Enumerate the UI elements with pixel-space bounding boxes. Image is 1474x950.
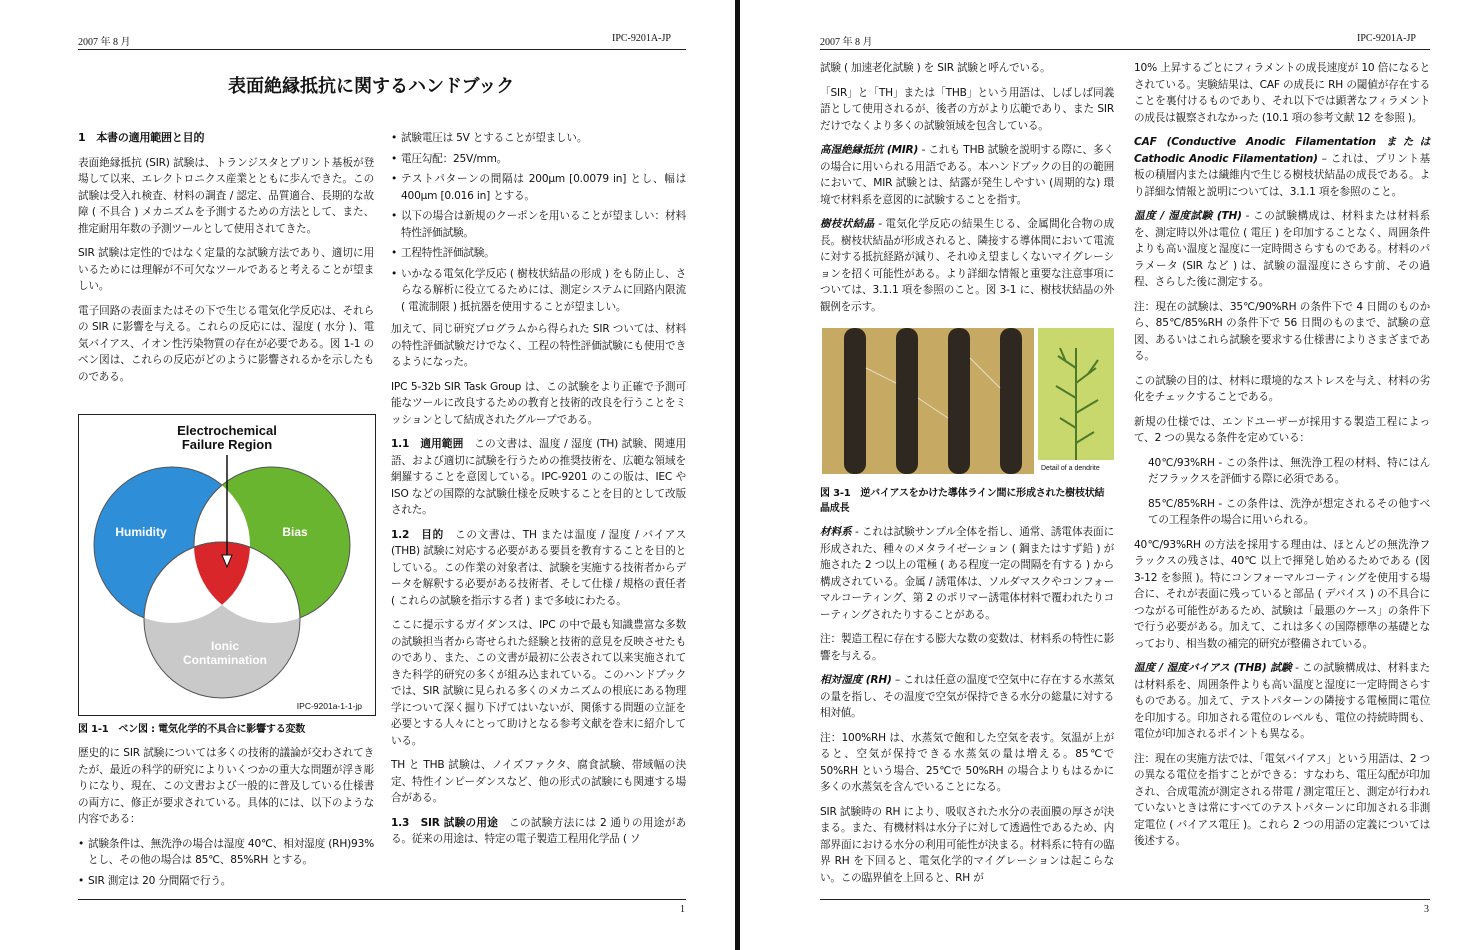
note: 注：100%RH は、水蒸気で飽和した空気を表す。気温が上がると、空気が保持できる水蒸気の量は増える。85℃で 50%RH という場合、25℃で 50%RH の場合よりもはるかに多くの水蒸気を含んでいることになる。	[820, 731, 1114, 793]
list-item: • 工程特性評価試験。	[391, 245, 686, 262]
photo-conductors	[822, 328, 1034, 474]
section-1-1	[391, 436, 686, 519]
header-date: 2007 年 8 月	[78, 37, 131, 48]
paragraph: 試験 ( 加速老化試験 ) を SIR 試験と呼んでいる。	[820, 62, 1051, 74]
list-item: • 試験条件は、無洗浄の場合は湿度 40℃、相対湿度 (RH)93% とし、その他の場合は 85℃、85%RH とする。	[78, 836, 374, 869]
paragraph: 電子回路の表面またはその下で生じる電気化学反応は、それらの SIR に影響を与える。これらの反応には、湿度 ( 水分 )、電気バイアス、イオン性汚染物質の存在が必要である。図 1-1 のベン図は、これらの反応がどのように影響されるかを示したものである。	[78, 304, 374, 383]
right-page	[740, 0, 1474, 950]
venn-diagram	[79, 415, 375, 715]
definition-body: – これは任意の温度で空気中に存在する水蒸気の量を指し、その温度で空気が保持できる水分の総量に対する相対値。	[820, 674, 1114, 719]
definition-body: - これは試験サンプル全体を指し、通常、誘電体表面に形成された、種々のメタライゼーション ( 鋼またはすず鉛 ) が施された 2 つ以上の電極 ( ある程度一定の間隔を有する ) から構成されている。金属 / 誘電体は、ソルダマスクやコンフォーマルコーティング、第 2 のポリマー誘電体材料で覆われたりコーティングされたりすることがある。	[820, 526, 1114, 621]
paragraph: IPC 5-32b SIR Task Group は、この試験をより正確で予測可能なツールに改良するための教育と技術的改良を行うことをミッションとして結成されたグループである。	[391, 380, 686, 426]
header-doc-code: IPC-9201A-JP	[612, 33, 671, 44]
subsection-body: この文書は、TH または温度 / 湿度 / バイアス (THB) 試験に対応する必要がある要員を教育することを目的としている。この作業の対象者は、試験を実施する技術者からデータを解釈する必要がある技術者、そして仕様 / 規格の責任者 ( これらの試験を指示する者 ) まで多岐にわたる。	[391, 528, 686, 607]
subsection-heading: 1.2 目的	[391, 528, 444, 541]
note: 注：現在の試験は、35℃/90%RH の条件下で 4 日間のものから、85℃/85%RH の条件下で 56 日間のものまで、試験の意図、あるいはこれら試験を要求する仕様書によりさまざまである。	[1134, 300, 1430, 362]
right-column-1-upper	[820, 60, 1114, 323]
condition-1: 40℃/93%RH - この条件は、無洗浄工程の材料、特にはんだフラックスを評価する際に必須である。	[1148, 456, 1430, 485]
dendrite-photo	[822, 328, 1034, 474]
paragraph: この試験の目的は、材料に環境的なストレスを与え、材料の劣化をチェックすることである。	[1134, 374, 1430, 403]
subsection-heading: 1.3 SIR 試験の用途	[391, 816, 499, 829]
page-number: 1	[680, 904, 685, 915]
definition-body: - これも THB 試験を説明する際に、多くの場合に用いられる用語である。本ハンドブックの目的の範囲において、MIR 試験とは、結露が発生しやすい (周期的な) 環境で材料系を意図的に試験することを指す。	[820, 144, 1114, 206]
subsection-heading: 1.1 適用範囲	[391, 438, 464, 450]
left-column-2	[391, 130, 686, 856]
header-date: 2007 年 8 月	[820, 37, 873, 48]
photo-label: Detail of a dendrite	[1041, 465, 1100, 472]
term: 高湿絶縁抵抗 (MIR)	[820, 144, 919, 156]
definition-thb	[1134, 660, 1430, 743]
ionic-label-1: Ionic	[210, 639, 240, 653]
section-1-3	[391, 815, 686, 848]
left-page	[0, 0, 735, 950]
right-column-1-lower	[820, 486, 1114, 894]
paragraph: 表面絶縁抵抗 (SIR) 試験は、トランジスタとプリント基板が登場して以来、エレクトロニクス産業とともに歩んできた。この試験は受入れ検査、材料の調査 / 認定、品質適合、長期的な故障 ( 不具合 ) メカニズムを予測するための方法として、また、推定耐用年数の予測ツールとして使用されてきた。	[78, 156, 374, 235]
definition-body: - この試験構成は、材料または材料系を、周囲条件よりも高い温度と湿度に一定時間さらすものである。加えて、テストパターンの隣接する電極間に電位を印加する。印加される電位のレベルも、電位の持続時間も、電位が印加されるポイントも異なる。	[1134, 662, 1431, 740]
header-rule	[78, 49, 686, 50]
definition-body: - この試験構成は、材料または材料系を、測定時以外は電位 ( 電圧 ) を印加することなく、周囲条件よりも高い温度と湿度に一定時間さらすものである。材料のパラメータ (SIR など ) は、試験の温湿度にさらす前、その過程、さらした後に測定する。	[1134, 210, 1430, 288]
paragraph: TH と THB 試験は、ノイズファクタ、腐食試験、帯域幅の決定、特性インピーダンスなど、他の形式の試験にも関連する場合がある。	[391, 759, 686, 804]
figure-caption: 図 1-1 ベン図 : 電気化学的不具合に影響する変数	[78, 724, 306, 735]
bullet-list	[391, 130, 686, 315]
note: 注：製造工程に存在する膨大な数の変数は、材料系の特性に影響を与える。	[820, 633, 1114, 662]
footer-rule	[78, 899, 686, 900]
paragraph: 10% 上昇するごとにフィラメントの成長速度が 10 倍になるとされている。実験結果は、CAF の成長に RH の閾値が存在することを裏付けるものであり、それ以下では顕著なフィラメントの成長は観察されなかった (10.1 項の参考文献 12 を参照 )。	[1134, 62, 1430, 124]
paragraph: 歴史的に SIR 試験については多くの技術的議論が交わされてきたが、最近の科学的研究によりいくつかの重大な問題が浮き彫りになり、現在、この文書および一般的に普及している仕様書の両方に、修正が要求されている。具体的には、以下のような内容である：	[78, 747, 374, 825]
paragraph: 加えて、同じ研究プログラムから得られた SIR ついては、材料の特性評価試験だけでなく、工程の特性評価試験にも使用できるようになった。	[391, 323, 686, 368]
left-column-1-lower	[78, 722, 374, 895]
definition-body: – これは、プリント基板の積層内または繊維内で生じる樹枝状結晶の成長である。より詳細な情報と説明については、3.1.1 項を参照のこと。	[1134, 152, 1430, 198]
paragraph: 新規の仕様では、エンドユーザーが採用する製造工程によって、2 つの異なる条件を定めている：	[1134, 415, 1430, 444]
subsection-body: この文書は、温度 / 湿度 (TH) 試験、関連用語、および適切に試験を行うための推奨技術を、広範な領域を網羅することを意図している。IPC-9201 のこの版は、IEC や ISO などの国際的な試験仕様を反映することを目的として改版された。	[391, 438, 686, 516]
page-title: 表面絶縁抵抗に関するハンドブック	[228, 76, 515, 97]
list-item: • 以下の場合は新規のクーポンを用いることが望ましい：材料特性評価試験。	[391, 208, 686, 241]
section-1-2	[391, 527, 686, 610]
term: CAF (Conductive Anodic Filamentation または Cathodic Anodic Filamentation)	[1134, 136, 1430, 165]
term: 温度 / 湿度バイアス (THB) 試験	[1134, 662, 1292, 674]
header-doc-code: IPC-9201A-JP	[1357, 33, 1416, 44]
list-item: • テストパターンの間隔は 200μm [0.0079 in] とし、幅は 400μm [0.016 in] とする。	[391, 171, 686, 204]
term: 樹枝状結晶	[820, 218, 875, 230]
header-rule	[820, 49, 1430, 50]
definition-caf	[1134, 134, 1430, 200]
note: 注：現在の実施方法では、「電気バイアス」という用語は、2 つの異なる電位を指すことができる：すなわち、電圧勾配が印加され、合成電流が測定される帯電 / 測定電圧と、測定が行われていないときは常にすべてのテストパターンに印加される非測定電位 ( バイアス電圧 )。これら 2 つの用語の定義については後述する。	[1134, 752, 1430, 847]
venn-title-2: Failure Region	[181, 437, 273, 452]
definition-dendrite	[820, 216, 1114, 315]
list-item: • SIR 測定は 20 分間隔で行う。	[78, 873, 374, 890]
bullet-list	[78, 836, 374, 890]
definition-material	[820, 524, 1114, 623]
paragraph: SIR 試験時の RH により、吸収された水分の表面膜の厚さが決まる。また、有機材料は水分子に対して透過性であるため、内部界面における水分の利用可能性が決まる。材料系に特有の臨界 RH を下回ると、電気化学的マイグレーションは起こらない。この臨界値を上回ると、RH が	[820, 805, 1114, 884]
ionic-label-2: Contamination	[183, 653, 267, 667]
bias-label: Bias	[282, 525, 308, 539]
definition-mir	[820, 142, 1114, 208]
condition-2: 85℃/85%RH - この条件は、洗浄が想定されるその他すべての工程条件の場合に用いられる。	[1148, 497, 1430, 526]
venn-figure	[78, 414, 376, 716]
page-number: 3	[1424, 904, 1429, 915]
definition-rh	[820, 672, 1114, 722]
term: 温度 / 湿度試験 (TH)	[1134, 210, 1242, 222]
term: 材料系	[820, 526, 852, 538]
paragraph: SIR 試験は定性的ではなく定量的な試験方法であり、適切に用いるためには理解が不可欠なツールであると考えることが望ましい。	[78, 247, 374, 292]
footer-rule	[820, 899, 1430, 900]
figure-code: IPC-9201a-1-1-jp	[296, 701, 362, 711]
paragraph: 「SIR」と「TH」または「THB」という用語は、しばしば同義語として使用されるが、後者の方がより広範であり、また SIR だけでなくより多くの試験領域を包含している。	[820, 86, 1114, 132]
section-heading: 1 本書の適用範囲と目的	[78, 131, 205, 144]
list-item: • 試験電圧は 5V とすることが望ましい。	[391, 130, 686, 147]
list-item: • 電圧勾配：25V/mm。	[391, 151, 686, 168]
left-column-1	[78, 130, 374, 393]
dendrite-detail-icon	[1038, 328, 1114, 474]
paragraph: ここに提示するガイダンスは、IPC の中で最も知識豊富な多数の試験担当者から寄せられた経験と技術的意見を反映させたものであり、また、この文書が最初に公表されて以来実施されてきた科学的研究の多くが組み込まれている。このハンドブックでは、SIR 試験に見られる多くのメカニズムの根底にある物理学について深く掘り下げてはいないが、関係する問題の立証を必要とする人々にとって助けとなる参考文献を巻末に紹介している。	[391, 619, 686, 747]
figure-caption: 図 3-1 逆バイアスをかけた導体ライン間に形成された樹枝状結晶成長	[820, 488, 1105, 514]
dendrite-detail-photo	[1038, 328, 1114, 474]
humidity-label: Humidity	[115, 525, 167, 539]
list-item: • いかなる電気化学反応 ( 樹枝状結晶の形成 ) をも防止し、さらなる解析に役立てるためには、測定システムに回路内限流 ( 電流制限 ) 抵抗器を使用することが望ましい。	[391, 266, 686, 316]
subsection-body: この試験方法には 2 通りの用途がある。従来の用途は、特定の電子製造工程用化学品 ( ソ	[391, 816, 686, 845]
definition-th	[1134, 208, 1430, 291]
term: 相対湿度 (RH)	[820, 674, 892, 686]
right-column-2	[1134, 60, 1430, 858]
paragraph: 40℃/93%RH の方法を採用する理由は、ほとんどの無洗浄フラックスの残さは、40℃ 以上で揮発し始めるためである (図 3-12 を参照 )。特にコンフォーマルコーティングを使用する場合に、それが表面に残っていると部品 ( デバイス ) の不具合につながる可能性があるため、試験は「最悪のケース」の条件下で行う必要がある。加えて、これは多くの国際標準の基礎となっており、相当数の補完的研究が整備されている。	[1134, 538, 1430, 650]
venn-title-1: Electrochemical	[177, 423, 277, 438]
definition-body: - 電気化学反応の結果生じる、金属間化合物の成長。樹枝状結晶が形成されると、隣接する導体間において電流に対する抵抗経路が減り、それゆえ望ましくないマイグレーションを招く可能性がある。より詳細な情報と重要な注意事項については、3.1.1 項を参照のこと。図 3-1 に、樹枝状結晶の外観例を示す。	[820, 218, 1114, 313]
